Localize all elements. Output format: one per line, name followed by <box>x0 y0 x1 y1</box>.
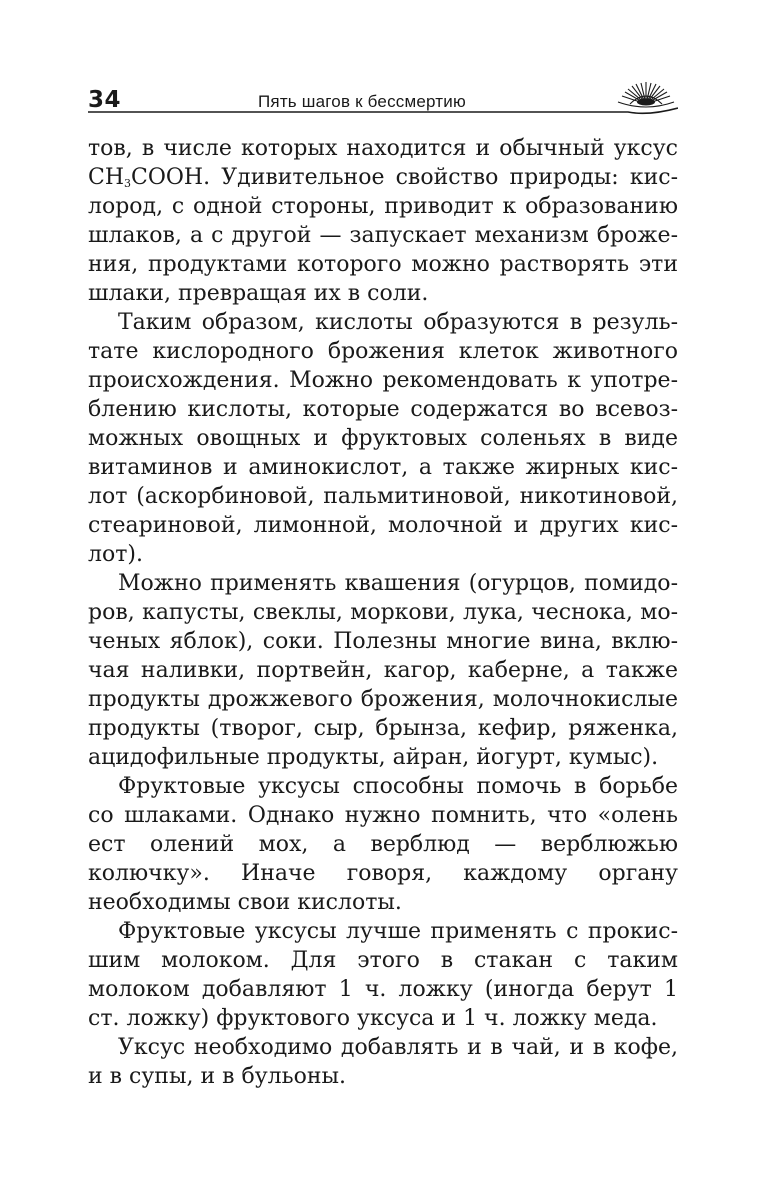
paragraph: Таким образом, кислоты образуются в результате кислородного брожения клеток животного происхождения. Можно рекомендовать к употреблению кислоты, которые содержатся во всевозможных овощных и фруктовых соленьях в виде витаминов и аминокислот, а также жирных кислот (аскорбиновой, пальмитиновой, никотиновой, стеариновой, лимонной, молочной и других кислот). <box>88 310 678 567</box>
running-header <box>88 84 678 124</box>
running-title: Пять шагов к бессмертию <box>258 92 466 111</box>
paragraph: Уксус необходимо добавлять и в чай, и в кофе, и в супы, и в бульоны. <box>88 1035 678 1089</box>
header-rule <box>88 106 678 122</box>
paragraph <box>88 134 678 308</box>
paragraph: Фруктовые уксусы лучше применять с прокисшим молоком. Для этого в стакан с таким молоком добавляют 1 ч. ложку (иногда берут 1 ст. ложку) фруктового уксуса и 1 ч. ложку меда. <box>88 919 678 1031</box>
paragraph-text: тов, в числе которых находится и обычный уксус CH <box>88 136 678 190</box>
paragraph: Можно применять квашения (огурцов, помидоров, капусты, свеклы, моркови, лука, чеснока, моченых яблок), соки. Полезны многие вина, включая наливки, портвейн, кагор, каберне, а также продукты дрожжевого брожения, молочнокислые продукты (творог, сыр, брынза, кефир, ряженка, ацидофильные продукты, айран, йогурт, кумыс). <box>88 571 678 770</box>
paragraph: Фруктовые уксусы способны помочь в борьбе со шлаками. Однако нужно помнить, что «олень ест олений мох, а верблюд — верблюжью колючку». Иначе говоря, каждому органу необходимы свои кислоты. <box>88 774 678 915</box>
paragraph-text: COOH. Удивительное свойство природы: кислород, с одной стороны, приводит к образованию шлаков, а с другой — запускает механизм брожения, продуктами которого можно растворять эти шлаки, превращая их в соли. <box>88 165 678 306</box>
subscript: 3 <box>124 177 132 190</box>
sunflower-ornament-icon <box>616 78 676 110</box>
body-text <box>88 134 678 1091</box>
page-number: 34 <box>88 87 122 113</box>
